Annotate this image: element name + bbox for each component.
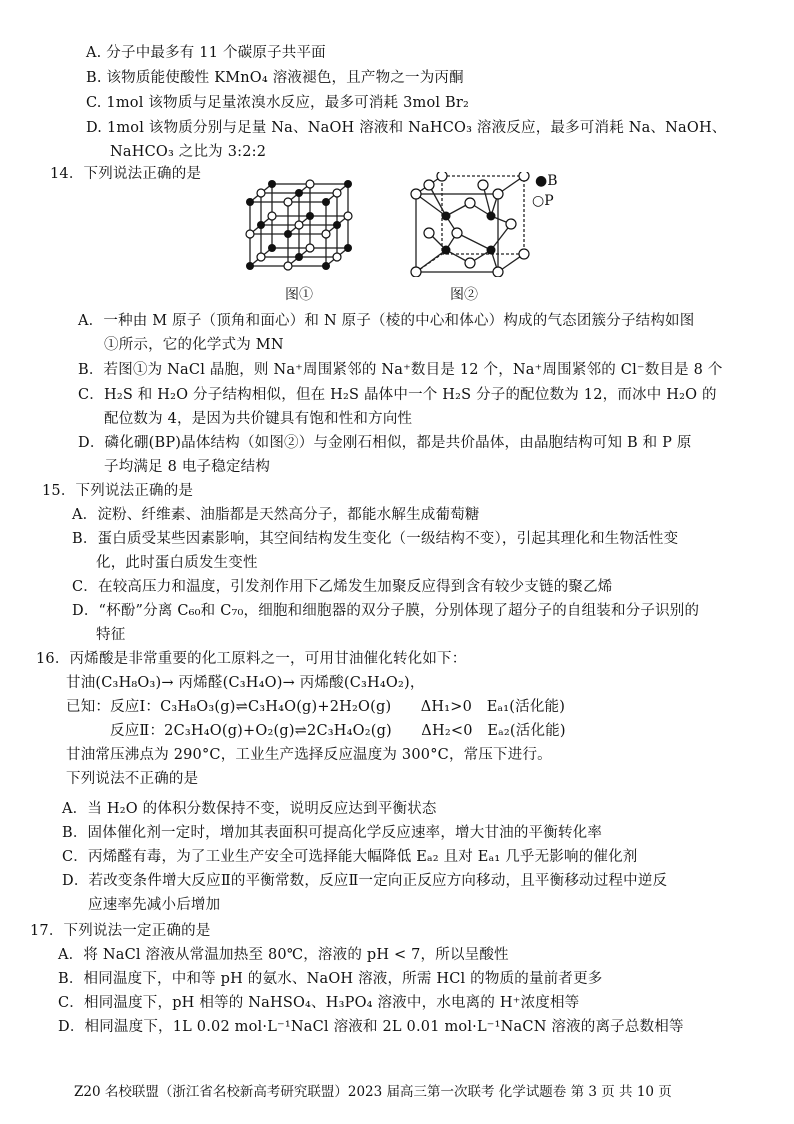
q16-option-c: C．丙烯醛有毒，为了工业生产安全可选择能大幅降低 Eₐ₂ 且对 Eₐ₁ 几乎无影响的催化剂 <box>62 849 638 865</box>
q15-option-a: A．淀粉、纤维素、油脂都是天然高分子，都能水解生成葡萄糖 <box>72 507 480 523</box>
q15-option-b: B．蛋白质受某些因素影响，其空间结构发生变化（一级结构不变），引起其理化和生物活性变 <box>72 531 679 547</box>
q16-option-b: B．固体催化剂一定时，增加其表面积可提高化学反应速率，增大甘油的平衡转化率 <box>62 825 603 841</box>
q14-option-a-cont: ①所示，它的化学式为 MN <box>104 337 284 353</box>
q16-condition: 甘油常压沸点为 290°C，工业生产选择反应温度为 300°C，常压下进行。 <box>66 747 552 763</box>
q15-option-d-cont: 特征 <box>96 627 126 643</box>
page-footer: Z20 名校联盟（浙江省名校新高考研究联盟）2023 届高三第一次联考 化学试题卷 第 3 页 共 10 页 <box>74 1084 672 1100</box>
q13-option-d-cont: NaHCO₃ 之比为 3:2:2 <box>110 144 267 160</box>
q14-option-c: C．H₂S 和 H₂O 分子结构相似，但在 H₂S 晶体中一个 H₂S 分子的配位数为 12，而冰中 H₂O 的 <box>78 387 717 403</box>
q15-option-b-cont: 化，此时蛋白质发生变性 <box>96 555 258 571</box>
q17-stem: 17．下列说法一定正确的是 <box>30 923 211 939</box>
q16-pathway: 甘油(C₃H₈O₃)→ 丙烯醛(C₃H₄O)→ 丙烯酸(C₃H₄O₂)， <box>66 675 425 691</box>
q17-option-c: C．相同温度下，pH 相等的 NaHSO₄、H₃PO₄ 溶液中，水电离的 H⁺浓度相等 <box>58 995 580 1011</box>
q14-option-d-cont: 子均满足 8 电子稳定结构 <box>104 459 271 475</box>
q14-option-b: B．若图①为 NaCl 晶胞，则 Na⁺周围紧邻的 Na⁺数目是 12 个，Na⁺周围紧邻的 Cl⁻数目是 8 个 <box>78 362 723 378</box>
q15-stem: 15．下列说法正确的是 <box>42 483 194 499</box>
legend-b: ●B <box>535 173 558 189</box>
crystal-figure-1 <box>240 172 360 282</box>
crystal-figure-2 <box>408 172 533 277</box>
q14-option-c-cont: 配位数为 4，是因为共价键具有饱和性和方向性 <box>104 411 413 427</box>
q15-option-c: C．在较高压力和温度，引发剂作用下乙烯发生加聚反应得到含有较少支链的聚乙烯 <box>72 579 613 595</box>
q13-option-b: B. 该物质能使酸性 KMnO₄ 溶液褪色，且产物之一为丙酮 <box>86 70 464 86</box>
q16-reaction-2: 反应Ⅱ：2C₃H₄O(g)+O₂(g)⇌2C₃H₄O₂(g) ΔH₂<0 Eₐ₂(活化能) <box>110 723 566 739</box>
q17-option-d: D．相同温度下，1L 0.02 mol·L⁻¹NaCl 溶液和 2L 0.01 mol·L⁻¹NaCN 溶液的离子总数相等 <box>58 1019 684 1035</box>
q16-option-a: A．当 H₂O 的体积分数保持不变，说明反应达到平衡状态 <box>62 801 437 817</box>
q16-question: 下列说法不正确的是 <box>66 771 199 787</box>
legend-p: ○P <box>532 193 554 209</box>
q16-option-d-cont: 应速率先减小后增加 <box>88 897 221 913</box>
q14-option-d: D．磷化硼(BP)晶体结构（如图②）与金刚石相似，都是共价晶体，由晶胞结构可知 B 和 P 原 <box>78 435 692 451</box>
q17-option-a: A．将 NaCl 溶液从常温加热至 80℃，溶液的 pH < 7，所以呈酸性 <box>58 947 509 963</box>
q16-reaction-1: 已知：反应Ⅰ：C₃H₈O₃(g)⇌C₃H₄O(g)+2H₂O(g) ΔH₁>0 Eₐ₁(活化能) <box>66 699 566 715</box>
q13-option-c: C. 1mol 该物质与足量浓溴水反应，最多可消耗 3mol Br₂ <box>86 95 470 111</box>
figure-2-caption: 图② <box>450 287 478 303</box>
q13-option-a: A. 分子中最多有 11 个碳原子共平面 <box>86 45 326 61</box>
q15-option-d: D．“杯酚”分离 C₆₀和 C₇₀，细胞和细胞器的双分子膜，分别体现了超分子的自组装和分子识别的 <box>72 603 700 619</box>
figure-1-caption: 图① <box>285 287 313 303</box>
q14-option-a: A．一种由 M 原子（顶角和面心）和 N 原子（棱的中心和体心）构成的气态团簇分子结构如图 <box>78 313 695 329</box>
q16-option-d: D．若改变条件增大反应Ⅱ的平衡常数，反应Ⅱ一定向正反应方向移动，且平衡移动过程中逆反 <box>62 873 668 889</box>
q17-option-b: B．相同温度下，中和等 pH 的氨水、NaOH 溶液，所需 HCl 的物质的量前者更多 <box>58 971 603 987</box>
q14-stem: 14．下列说法正确的是 <box>50 166 202 182</box>
q13-option-d: D. 1mol 该物质分别与足量 Na、NaOH 溶液和 NaHCO₃ 溶液反应，最多可消耗 Na、NaOH、 <box>86 120 727 136</box>
q16-stem: 16．丙烯酸是非常重要的化工原料之一，可用甘油催化转化如下： <box>36 651 467 667</box>
